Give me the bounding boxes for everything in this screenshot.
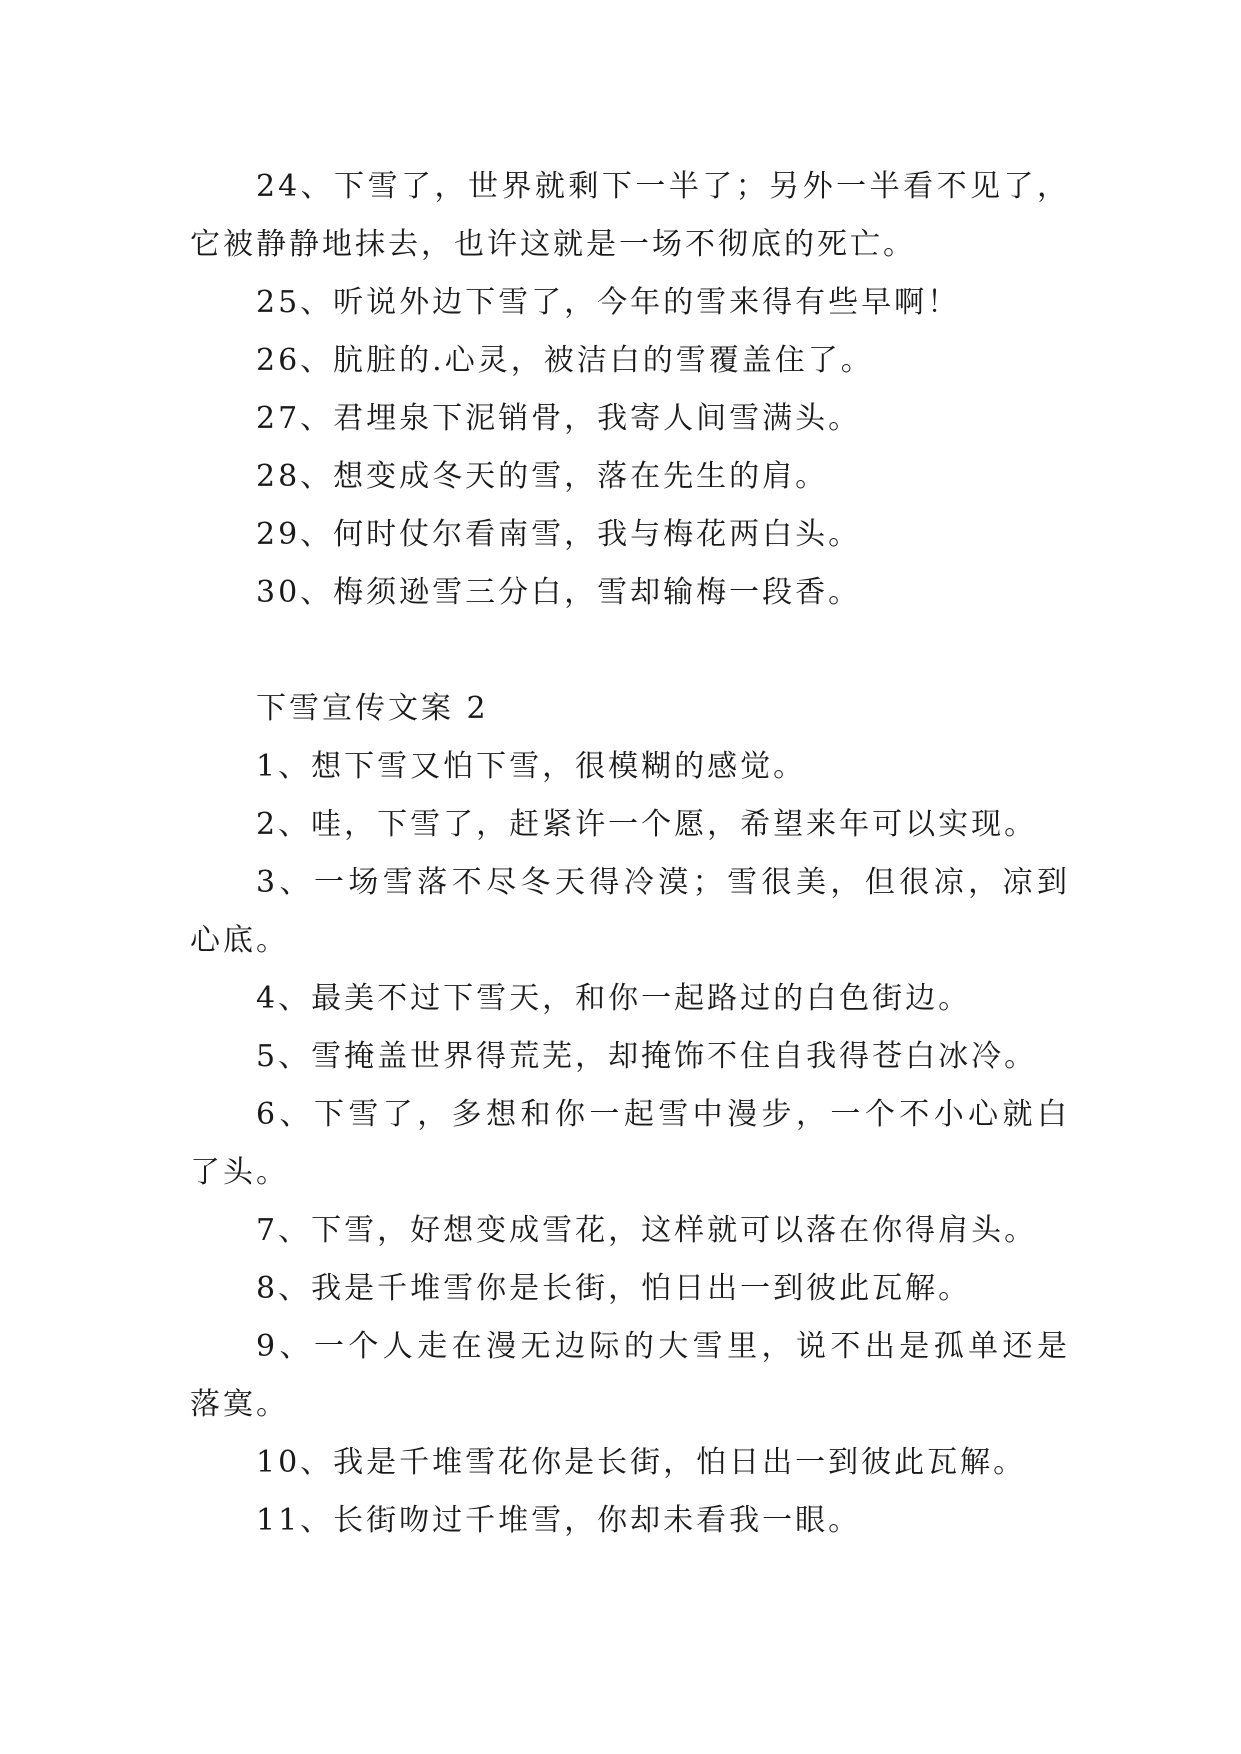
paragraph-3: 3、一场雪落不尽冬天得冷漠；雪很美，但很凉，凉到心底。 (190, 865, 1070, 958)
section-gap (190, 622, 1070, 680)
paragraph-1: 1、想下雪又怕下雪，很模糊的感觉。 (256, 749, 807, 784)
paragraph-7: 7、下雪，好想变成雪花，这样就可以落在你得肩头。 (256, 1213, 1038, 1248)
paragraph-9: 9、一个人走在漫无边际的大雪里，说不出是孤单还是落寞。 (190, 1329, 1070, 1422)
paragraph-24: 24、下雪了，世界就剩下一半了；另外一半看不见了，它被静静地抹去，也许这就是一场不彻底的死亡。 (190, 169, 1070, 262)
paragraph-5: 5、雪掩盖世界得荒芜，却掩饰不住自我得苍白冰冷。 (256, 1039, 1038, 1074)
paragraph-10: 10、我是千堆雪花你是长街，怕日出一到彼此瓦解。 (256, 1445, 1027, 1480)
section-heading: 下雪宣传文案 2 (256, 691, 489, 726)
paragraph-27: 27、君埋泉下泥销骨，我寄人间雪满头。 (256, 401, 862, 436)
paragraph-25: 25、听说外边下雪了，今年的雪来得有些早啊！ (256, 285, 961, 320)
paragraph-8: 8、我是千堆雪你是长街，怕日出一到彼此瓦解。 (256, 1271, 972, 1306)
paragraph-11: 11、长街吻过千堆雪，你却未看我一眼。 (256, 1503, 862, 1538)
document-page (190, 158, 1070, 1550)
paragraph-30: 30、梅须逊雪三分白，雪却输梅一段香。 (256, 575, 862, 610)
paragraph-2: 2、哇，下雪了，赶紧许一个愿，希望来年可以实现。 (256, 807, 1038, 842)
paragraph-6: 6、下雪了，多想和你一起雪中漫步，一个不小心就白了头。 (190, 1097, 1070, 1190)
paragraph-29: 29、何时仗尔看南雪，我与梅花两白头。 (256, 517, 862, 552)
paragraph-4: 4、最美不过下雪天，和你一起路过的白色街边。 (256, 981, 972, 1016)
paragraph-28: 28、想变成冬天的雪，落在先生的肩。 (256, 459, 829, 494)
paragraph-26: 26、肮脏的.心灵，被洁白的雪覆盖住了。 (256, 343, 874, 378)
